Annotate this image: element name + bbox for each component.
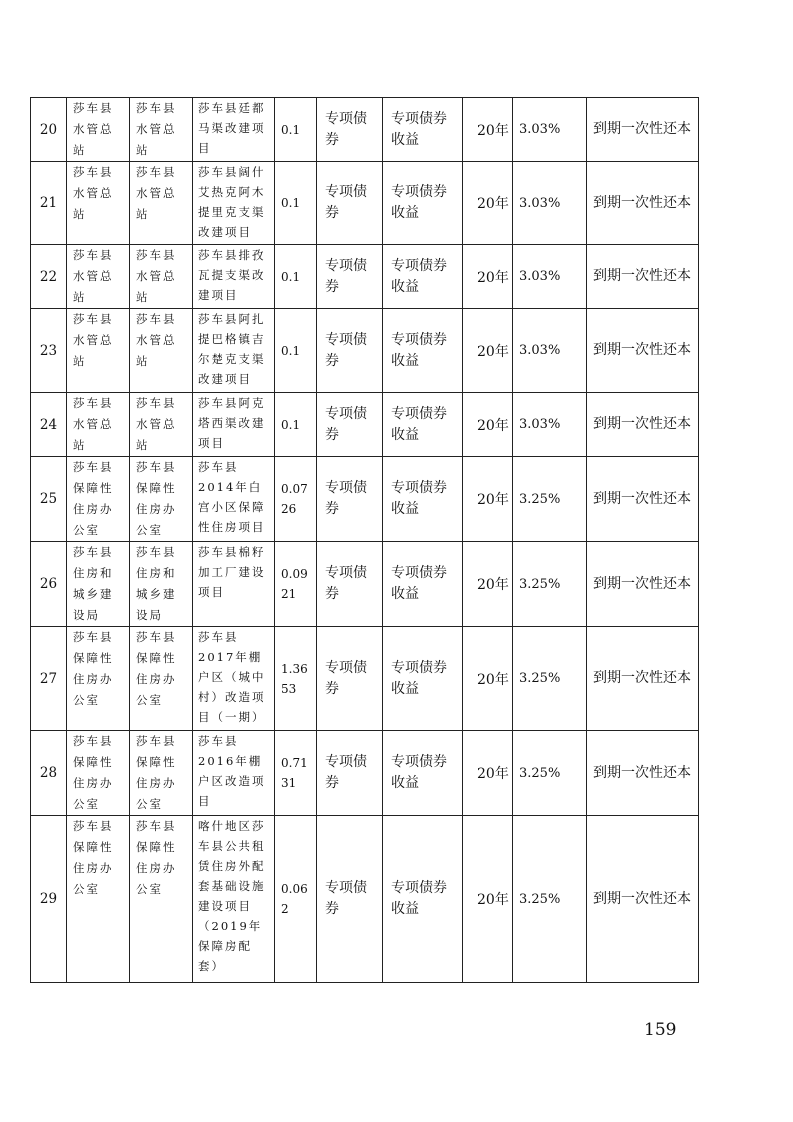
- amount-cell: [275, 731, 317, 816]
- row-number: [31, 309, 67, 393]
- project-name-cell: [193, 393, 275, 457]
- issuer-cell: [67, 731, 130, 816]
- table-row: [31, 393, 699, 457]
- repayment-source-cell-text: 专项债券收益: [391, 480, 447, 517]
- repayment-source-cell: [383, 457, 463, 542]
- rate-cell: [513, 162, 587, 245]
- unit-cell-text: 莎车县水管总站: [136, 101, 177, 157]
- repayment-source-cell: [383, 309, 463, 393]
- amount-cell-text: 0.1: [281, 417, 301, 432]
- issuer-cell: [67, 393, 130, 457]
- rate-cell: [513, 627, 587, 731]
- row-number: [31, 731, 67, 816]
- term-cell: [463, 162, 513, 245]
- bond-table: [30, 97, 699, 983]
- bond-type-cell-text: 专项债券: [325, 184, 367, 221]
- bond-type-cell-text: 专项债券: [325, 257, 367, 295]
- project-name-cell-text: 莎车县廷都马渠改建项目: [198, 101, 266, 155]
- project-name-cell-text: 莎车县棉籽加工厂建设项目: [198, 545, 266, 599]
- row-number-text: 28: [39, 765, 58, 781]
- table-row: [31, 731, 699, 816]
- table-row: [31, 162, 699, 245]
- term-cell-text: 20年: [477, 892, 509, 908]
- repayment-source-cell: [383, 245, 463, 309]
- rate-cell: [513, 457, 587, 542]
- repayment-source-cell: [383, 816, 463, 983]
- repayment-method-cell-text: 到期一次性还本: [593, 670, 691, 686]
- repayment-source-cell-text: 专项债券收益: [391, 257, 447, 295]
- project-name-cell: [193, 542, 275, 627]
- term-cell: [463, 98, 513, 162]
- amount-cell-text: 0.062: [281, 882, 308, 916]
- row-number-text: 26: [39, 576, 58, 592]
- row-number-text: 23: [39, 342, 58, 359]
- unit-cell: [130, 816, 193, 983]
- repayment-method-cell-text: 到期一次性还本: [593, 890, 691, 907]
- issuer-cell: [67, 627, 130, 731]
- term-cell-text: 20年: [477, 417, 509, 434]
- row-number: [31, 245, 67, 309]
- issuer-cell: [67, 309, 130, 393]
- project-name-cell: [193, 816, 275, 983]
- amount-cell-text: 1.3653: [281, 661, 308, 696]
- term-cell-text: 20年: [477, 122, 509, 139]
- repayment-method-cell: [587, 309, 699, 393]
- project-name-cell-text: 莎车县2014年白宫小区保障性住房项目: [198, 460, 266, 534]
- repayment-source-cell-text: 专项债券收益: [391, 405, 447, 443]
- repayment-source-cell-text: 专项债券收益: [391, 659, 447, 697]
- amount-cell-text: 0.1: [281, 122, 301, 137]
- repayment-method-cell-text: 到期一次性还本: [593, 764, 691, 781]
- term-cell-text: 20年: [477, 671, 509, 688]
- page-number: 159: [644, 1020, 677, 1040]
- project-name-cell: [193, 627, 275, 731]
- rate-cell: [513, 245, 587, 309]
- row-number-text: 27: [39, 670, 58, 687]
- issuer-cell-text: 莎车县保障性住房办公室: [73, 630, 114, 707]
- table-row: [31, 457, 699, 542]
- project-name-cell: [193, 457, 275, 542]
- issuer-cell: [67, 816, 130, 983]
- repayment-method-cell-text: 到期一次性还本: [593, 416, 691, 432]
- repayment-source-cell-text: 专项债券收益: [391, 184, 447, 221]
- rate-cell: [513, 542, 587, 627]
- repayment-method-cell: [587, 731, 699, 816]
- project-name-cell-text: 莎车县2016年棚户区改造项目: [198, 734, 266, 808]
- repayment-method-cell-text: 到期一次性还本: [593, 342, 691, 358]
- term-cell: [463, 627, 513, 731]
- bond-type-cell-text: 专项债券: [325, 565, 367, 602]
- amount-cell-text: 0.0726: [281, 482, 308, 516]
- row-number: [31, 457, 67, 542]
- unit-cell: [130, 542, 193, 627]
- bond-type-cell: [317, 393, 383, 457]
- bond-type-cell-text: 专项债券: [325, 480, 367, 517]
- rate-cell: [513, 309, 587, 393]
- issuer-cell-text: 莎车县水管总站: [73, 165, 114, 221]
- table-row: [31, 98, 699, 162]
- project-name-cell-text: 莎车县2017年棚户区（城中村）改造项目（一期）: [198, 630, 266, 724]
- issuer-cell: [67, 98, 130, 162]
- unit-cell-text: 莎车县水管总站: [136, 248, 177, 304]
- table-row: [31, 542, 699, 627]
- rate-cell-text: 3.25%: [519, 491, 561, 507]
- row-number: [31, 627, 67, 731]
- bond-type-cell-text: 专项债券: [325, 405, 367, 443]
- rate-cell-text: 3.03%: [519, 417, 561, 432]
- repayment-method-cell-text: 到期一次性还本: [593, 194, 691, 211]
- repayment-method-cell-text: 到期一次性还本: [593, 268, 691, 284]
- amount-cell-text: 0.1: [281, 343, 301, 358]
- unit-cell: [130, 627, 193, 731]
- amount-cell: [275, 162, 317, 245]
- unit-cell: [130, 162, 193, 245]
- repayment-source-cell: [383, 542, 463, 627]
- amount-cell: [275, 816, 317, 983]
- bond-type-cell: [317, 245, 383, 309]
- repayment-method-cell: [587, 245, 699, 309]
- term-cell-text: 20年: [477, 269, 509, 286]
- bond-type-cell: [317, 98, 383, 162]
- term-cell: [463, 457, 513, 542]
- bond-type-cell-text: 专项债券: [325, 659, 367, 697]
- term-cell: [463, 393, 513, 457]
- row-number: [31, 542, 67, 627]
- project-name-cell: [193, 245, 275, 309]
- amount-cell-text: 0.1: [281, 196, 301, 210]
- project-name-cell-text: 莎车县阔什艾热克阿木提里克支渠改建项目: [198, 165, 266, 239]
- amount-cell: [275, 457, 317, 542]
- bond-type-cell: [317, 627, 383, 731]
- issuer-cell-text: 莎车县保障性住房办公室: [73, 734, 114, 811]
- repayment-method-cell: [587, 457, 699, 542]
- rate-cell-text: 3.03%: [519, 343, 561, 358]
- rate-cell: [513, 393, 587, 457]
- row-number-text: 22: [39, 268, 58, 285]
- repayment-source-cell-text: 专项债券收益: [391, 880, 447, 917]
- row-number: [31, 393, 67, 457]
- repayment-source-cell: [383, 393, 463, 457]
- project-name-cell-text: 莎车县阿扎提巴格镇吉尔楚克支渠改建项目: [198, 312, 266, 386]
- unit-cell-text: 莎车县水管总站: [136, 396, 177, 452]
- rate-cell-text: 3.03%: [519, 122, 561, 137]
- project-name-cell-text: 喀什地区莎车县公共租赁住房外配套基础设施建设项目（2019年保障房配套）: [198, 819, 266, 973]
- project-name-cell: [193, 162, 275, 245]
- bond-type-cell: [317, 816, 383, 983]
- repayment-source-cell: [383, 627, 463, 731]
- row-number-text: 24: [39, 416, 58, 433]
- bond-type-cell: [317, 542, 383, 627]
- bond-type-cell: [317, 309, 383, 393]
- unit-cell: [130, 309, 193, 393]
- rate-cell: [513, 731, 587, 816]
- table-row: [31, 245, 699, 309]
- repayment-method-cell: [587, 393, 699, 457]
- project-name-cell: [193, 731, 275, 816]
- issuer-cell: [67, 457, 130, 542]
- repayment-source-cell: [383, 731, 463, 816]
- issuer-cell: [67, 542, 130, 627]
- repayment-method-cell: [587, 627, 699, 731]
- term-cell-text: 20年: [477, 196, 509, 212]
- project-name-cell-text: 莎车县排孜瓦提支渠改建项目: [198, 248, 266, 302]
- row-number-text: 20: [39, 121, 58, 138]
- rate-cell-text: 3.25%: [519, 671, 561, 686]
- term-cell-text: 20年: [477, 492, 509, 508]
- table-row: [31, 627, 699, 731]
- rate-cell: [513, 816, 587, 983]
- amount-cell: [275, 542, 317, 627]
- issuer-cell-text: 莎车县保障性住房办公室: [73, 460, 114, 537]
- amount-cell: [275, 245, 317, 309]
- rate-cell-text: 3.03%: [519, 195, 561, 211]
- unit-cell: [130, 731, 193, 816]
- row-number: [31, 816, 67, 983]
- row-number-text: 29: [39, 891, 58, 907]
- project-name-cell: [193, 309, 275, 393]
- rate-cell-text: 3.25%: [519, 576, 561, 592]
- unit-cell: [130, 245, 193, 309]
- issuer-cell-text: 莎车县水管总站: [73, 101, 114, 157]
- unit-cell: [130, 98, 193, 162]
- unit-cell: [130, 393, 193, 457]
- repayment-source-cell: [383, 162, 463, 245]
- bond-type-cell: [317, 731, 383, 816]
- issuer-cell-text: 莎车县住房和城乡建设局: [73, 545, 114, 622]
- bond-type-cell-text: 专项债券: [325, 331, 367, 369]
- rate-cell-text: 3.25%: [519, 765, 561, 781]
- unit-cell-text: 莎车县保障性住房办公室: [136, 460, 177, 537]
- table-row: [31, 309, 699, 393]
- row-number: [31, 162, 67, 245]
- unit-cell-text: 莎车县水管总站: [136, 165, 177, 221]
- term-cell: [463, 245, 513, 309]
- amount-cell-text: 0.7131: [281, 756, 308, 790]
- repayment-source-cell-text: 专项债券收益: [391, 565, 447, 602]
- term-cell-text: 20年: [477, 343, 509, 360]
- project-name-cell-text: 莎车县阿克塔西渠改建项目: [198, 396, 266, 450]
- term-cell: [463, 309, 513, 393]
- repayment-source-cell-text: 专项债券收益: [391, 331, 447, 369]
- amount-cell: [275, 98, 317, 162]
- term-cell-text: 20年: [477, 577, 509, 593]
- bond-type-cell-text: 专项债券: [325, 110, 367, 148]
- term-cell: [463, 731, 513, 816]
- unit-cell-text: 莎车县保障性住房办公室: [136, 734, 177, 811]
- unit-cell-text: 莎车县水管总站: [136, 312, 177, 368]
- issuer-cell-text: 莎车县水管总站: [73, 248, 114, 304]
- bond-type-cell-text: 专项债券: [325, 880, 367, 917]
- repayment-method-cell: [587, 98, 699, 162]
- rate-cell-text: 3.25%: [519, 891, 561, 907]
- unit-cell-text: 莎车县保障性住房办公室: [136, 630, 177, 707]
- amount-cell-text: 0.0921: [281, 567, 308, 601]
- row-number: [31, 98, 67, 162]
- repayment-method-cell-text: 到期一次性还本: [593, 490, 691, 507]
- row-number-text: 25: [39, 491, 58, 507]
- unit-cell-text: 莎车县住房和城乡建设局: [136, 545, 177, 622]
- repayment-source-cell-text: 专项债券收益: [391, 110, 447, 148]
- term-cell: [463, 542, 513, 627]
- row-number-text: 21: [39, 195, 58, 211]
- issuer-cell-text: 莎车县保障性住房办公室: [73, 819, 114, 896]
- amount-cell: [275, 309, 317, 393]
- unit-cell-text: 莎车县保障性住房办公室: [136, 819, 177, 896]
- project-name-cell: [193, 98, 275, 162]
- term-cell-text: 20年: [477, 766, 509, 782]
- amount-cell: [275, 393, 317, 457]
- term-cell: [463, 816, 513, 983]
- bond-type-cell: [317, 162, 383, 245]
- repayment-method-cell-text: 到期一次性还本: [593, 121, 691, 137]
- bond-type-cell-text: 专项债券: [325, 754, 367, 791]
- bond-type-cell: [317, 457, 383, 542]
- unit-cell: [130, 457, 193, 542]
- repayment-method-cell: [587, 816, 699, 983]
- repayment-source-cell-text: 专项债券收益: [391, 754, 447, 791]
- repayment-source-cell: [383, 98, 463, 162]
- repayment-method-cell-text: 到期一次性还本: [593, 575, 691, 592]
- amount-cell: [275, 627, 317, 731]
- repayment-method-cell: [587, 542, 699, 627]
- repayment-method-cell: [587, 162, 699, 245]
- issuer-cell-text: 莎车县水管总站: [73, 312, 114, 368]
- rate-cell-text: 3.03%: [519, 269, 561, 284]
- amount-cell-text: 0.1: [281, 269, 301, 284]
- issuer-cell: [67, 245, 130, 309]
- rate-cell: [513, 98, 587, 162]
- table-row: [31, 816, 699, 983]
- issuer-cell-text: 莎车县水管总站: [73, 396, 114, 452]
- issuer-cell: [67, 162, 130, 245]
